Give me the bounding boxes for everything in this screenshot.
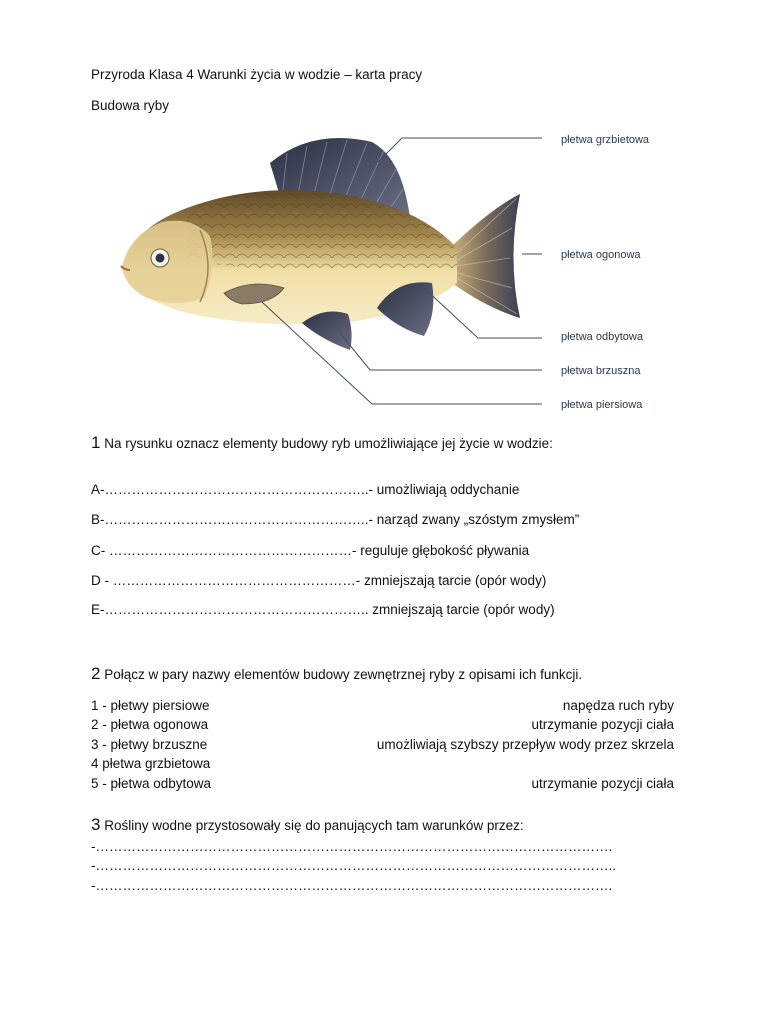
task2-left-item: 3 - płetwy brzuszne [91,737,208,752]
task2-left-item: 1 - płetwy piersiowe [91,698,210,713]
task1-line-d: D - ………………………………………………- zmniejszają tarcie (opór wody) [91,573,547,588]
task2-right-item: utrzymanie pozycji ciała [531,776,674,791]
task2-right-item: napędza ruch ryby [562,698,674,713]
task1-heading [91,433,553,453]
task2-left-item: 4 płetwa grzbietowa [91,756,211,771]
task3-text: Rośliny wodne przystosowały się do panujących tam warunków przez: [104,818,524,833]
task1-line-c: C- ………………………………………………- reguluje głębokość pływania [91,543,530,558]
fish-diagram [92,118,670,424]
label-tail-fin: płetwa ogonowa [561,249,641,261]
task1-line-a: A-…………………………………………………..- umożliwiają oddychanie [91,482,520,497]
task2-right-item: umożliwiają szybszy przepływ wody przez skrzela [376,737,674,752]
task1-text: Na rysunku oznacz elementy budowy ryb umożliwiające jej życie w wodzie: [104,436,553,451]
task3-answer-line: -……………………………………………………………………………………………………. [91,839,613,854]
task1-line-e: E-………………………………………………….. zmniejszają tarcie (opór wody) [91,602,555,617]
task1-number: 1 [91,433,101,452]
page-title: Przyroda Klasa 4 Warunki życia w wodzie – karta pracy [91,67,423,82]
task3-heading [91,815,524,835]
task2-left-item: 2 - płetwa ogonowa [91,717,209,732]
task2-number: 2 [91,664,101,683]
label-anal-fin: płetwa odbytowa [561,331,643,343]
task2-heading [91,664,582,684]
task3-answer-line: -…………………………………………………………………………………………………….. [91,858,616,873]
task1-line-b: B-…………………………………………………..- narząd zwany „szóstym zmysłem” [91,512,580,527]
label-dorsal-fin: płetwa grzbietowa [561,134,650,146]
label-pelvic-fin: płetwa brzuszna [561,365,641,377]
task2-right-item: utrzymanie pozycji ciała [531,717,674,732]
task3-number: 3 [91,815,101,834]
task2-left-item: 5 - płetwa odbytowa [91,776,212,791]
task2-text: Połącz w pary nazwy elementów budowy zewnętrznej ryby z opisami ich funkcji. [104,667,583,682]
section-title: Budowa ryby [91,98,170,113]
label-pectoral-fin: płetwa piersiowa [561,399,643,411]
task3-answer-line: -……………………………………………………………………………………………………. [91,878,613,893]
